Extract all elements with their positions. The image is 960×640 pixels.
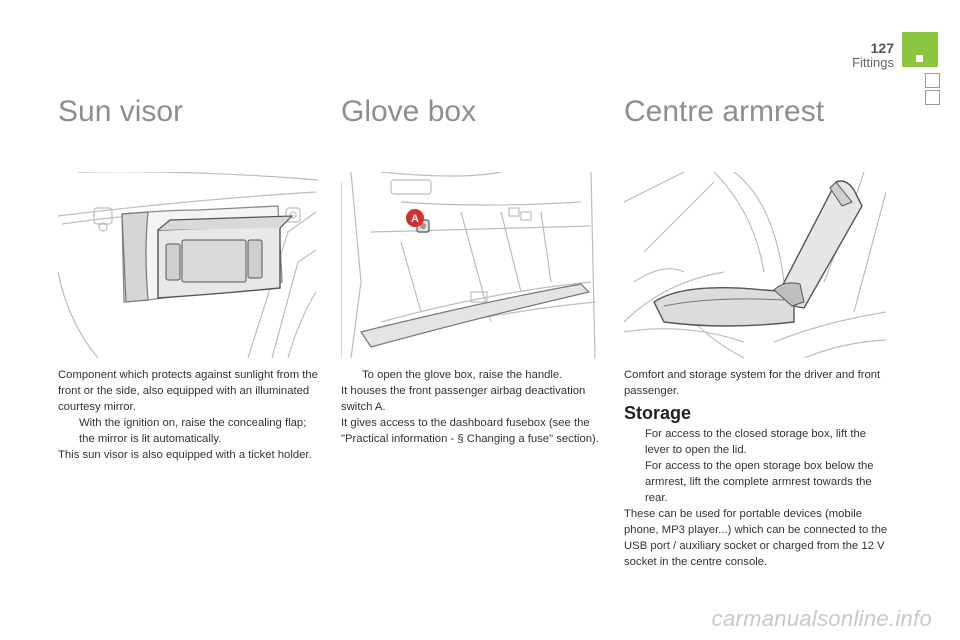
- paragraph: It gives access to the dashboard fusebox (see the "Practical information - § Changing a fuse" section).: [341, 417, 599, 445]
- sun-visor-description: [58, 367, 322, 463]
- section-label: Fittings: [852, 55, 894, 70]
- watermark: carmanualsonline.info: [711, 606, 932, 631]
- page-number: 127: [870, 40, 894, 56]
- centre-armrest-illustration: [624, 172, 886, 358]
- sun-visor-illustration: [58, 172, 318, 358]
- chapter-tab[interactable]: [925, 90, 940, 105]
- storage-heading: Storage: [624, 403, 692, 423]
- paragraph: Comfort and storage system for the driver and front passenger.: [624, 369, 881, 397]
- centre-armrest-description: [624, 367, 888, 570]
- glove-box-illustration: [341, 172, 601, 358]
- bullet-text: With the ignition on, raise the concealing flap; the mirror is lit automatically.: [79, 417, 307, 445]
- sun-visor-title: Sun visor: [58, 95, 184, 128]
- tab-marker-icon: [916, 55, 923, 62]
- bullet-item: [341, 367, 603, 383]
- chapter-tab-active[interactable]: [902, 32, 938, 67]
- bullet-item: [624, 458, 888, 506]
- bullet-text: For access to the closed storage box, lift the lever to open the lid.: [645, 428, 867, 456]
- chapter-tab[interactable]: [925, 73, 940, 88]
- bullet-text: For access to the open storage box below the armrest, lift the complete armrest towards the rear.: [645, 460, 874, 504]
- paragraph: Component which protects against sunlight from the front or the side, also equipped with an illuminated courtesy mirror.: [58, 369, 318, 413]
- callout-label-a: A: [411, 213, 419, 225]
- centre-armrest-title: Centre armrest: [624, 95, 825, 128]
- bullet-item: [624, 426, 888, 458]
- glove-box-title: Glove box: [341, 95, 477, 128]
- glove-box-description: [341, 367, 603, 447]
- bullet-item: [58, 415, 322, 447]
- bullet-text: To open the glove box, raise the handle.: [362, 369, 563, 381]
- paragraph: This sun visor is also equipped with a ticket holder.: [58, 449, 312, 461]
- paragraph: It houses the front passenger airbag deactivation switch A.: [341, 385, 586, 413]
- paragraph: These can be used for portable devices (mobile phone, MP3 player...) which can be connected to the USB port / auxiliary socket or charged from the 12 V socket in the centre console.: [624, 508, 888, 568]
